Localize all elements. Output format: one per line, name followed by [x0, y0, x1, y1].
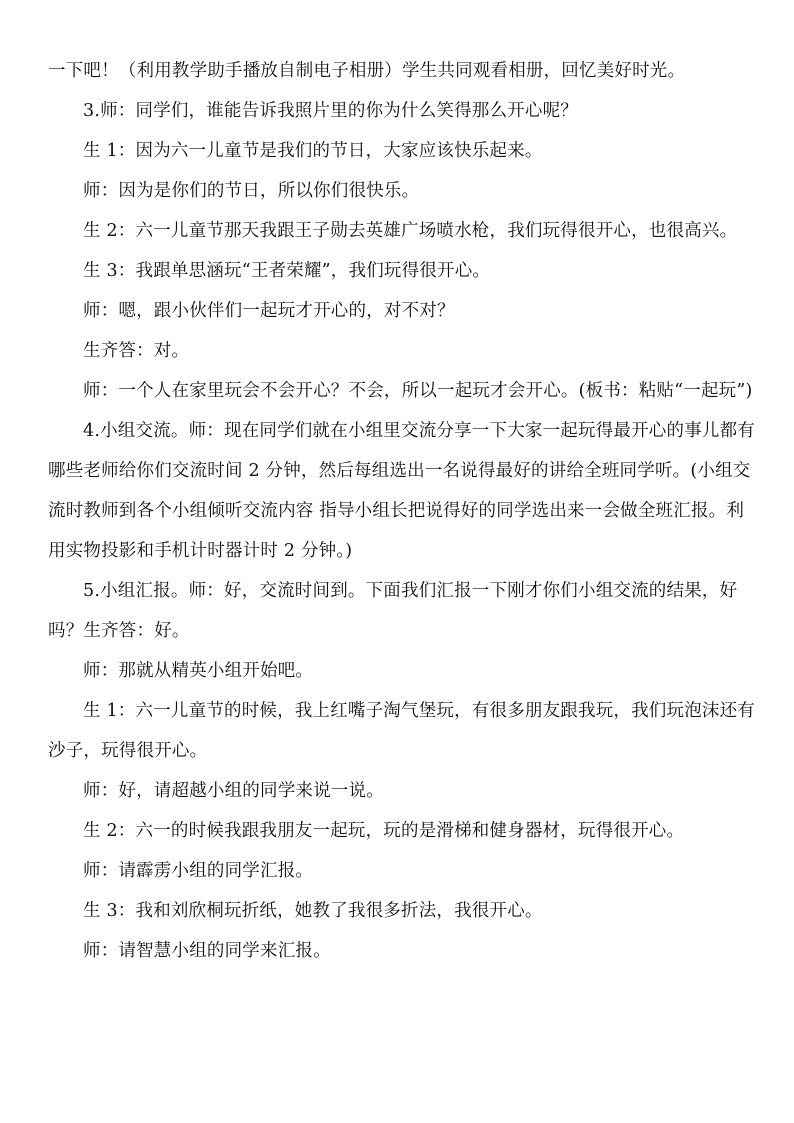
paragraph-teacher-board-note: 师：一个人在家里玩会不会开心？不会，所以一起玩才会开心。(板书：粘贴“一起玩”) — [83, 381, 753, 401]
paragraph-teacher-response-2: 师：嗯，跟小伙伴们一起玩才开心的，对不对？ — [83, 301, 455, 321]
paragraph-teacher-response-1: 师：因为是你们的节日，所以你们很快乐。 — [83, 181, 420, 201]
paragraph-teacher-surpass-group: 师：好，请超越小组的同学来说一说。 — [83, 781, 384, 801]
document-body — [48, 51, 756, 971]
paragraph-group-report-5: 5.小组汇报。师：好，交流时间到。下面我们汇报一下刚才你们小组交流的结果，好吗？生齐答：好。 — [48, 581, 738, 641]
paragraph-class-answer: 生齐答：对。 — [83, 341, 190, 361]
paragraph-student-2-answer: 生 2：六一儿童节那天我跟王子勋去英雄广场喷水枪，我们玩得很开心，也很高兴。 — [83, 221, 738, 241]
paragraph-student-2-report: 生 2：六一的时候我跟我朋友一起玩，玩的是滑梯和健身器材，玩得很开心。 — [83, 821, 685, 841]
paragraph-student-1-report: 生 1：六一儿童节的时候，我上红嘴子淘气堡玩，有很多朋友跟我玩，我们玩泡沫还有沙子，玩得很开心。 — [48, 701, 755, 761]
paragraph-teacher-question-3: 3.师：同学们，谁能告诉我照片里的你为什么笑得那么开心呢？ — [83, 101, 578, 121]
paragraph-teacher-thunder-group: 师：请霹雳小组的同学汇报。 — [83, 861, 314, 881]
paragraph-teacher-elite-group: 师：那就从精英小组开始吧。 — [83, 661, 314, 681]
paragraph-student-3-report: 生 3：我和刘欣桐玩折纸，她教了我很多折法，我很开心。 — [83, 901, 543, 921]
paragraph-continuation: 一下吧！（利用教学助手播放自制电子相册）学生共同观看相册，回忆美好时光。 — [48, 61, 686, 81]
paragraph-student-3-answer: 生 3：我跟单思涵玩“王者荣耀”，我们玩得很开心。 — [83, 261, 491, 281]
paragraph-teacher-wisdom-group: 师：请智慧小组的同学来汇报。 — [83, 941, 331, 961]
paragraph-group-discussion-4: 4.小组交流。师：现在同学们就在小组里交流分享一下大家一起玩得最开心的事儿都有哪些老师给你们交流时间 2 分钟，然后每组选出一名说得最好的讲给全班同学听。(小组交流时教师到各个小组倾听交流内容 指导小组长把说得好的同学选出来一会做全班汇报。利用实物投影和手机计时器计时 2 分钟。) — [48, 421, 755, 561]
paragraph-student-1-answer: 生 1：因为六一儿童节是我们的节日，大家应该快乐起来。 — [83, 141, 543, 161]
